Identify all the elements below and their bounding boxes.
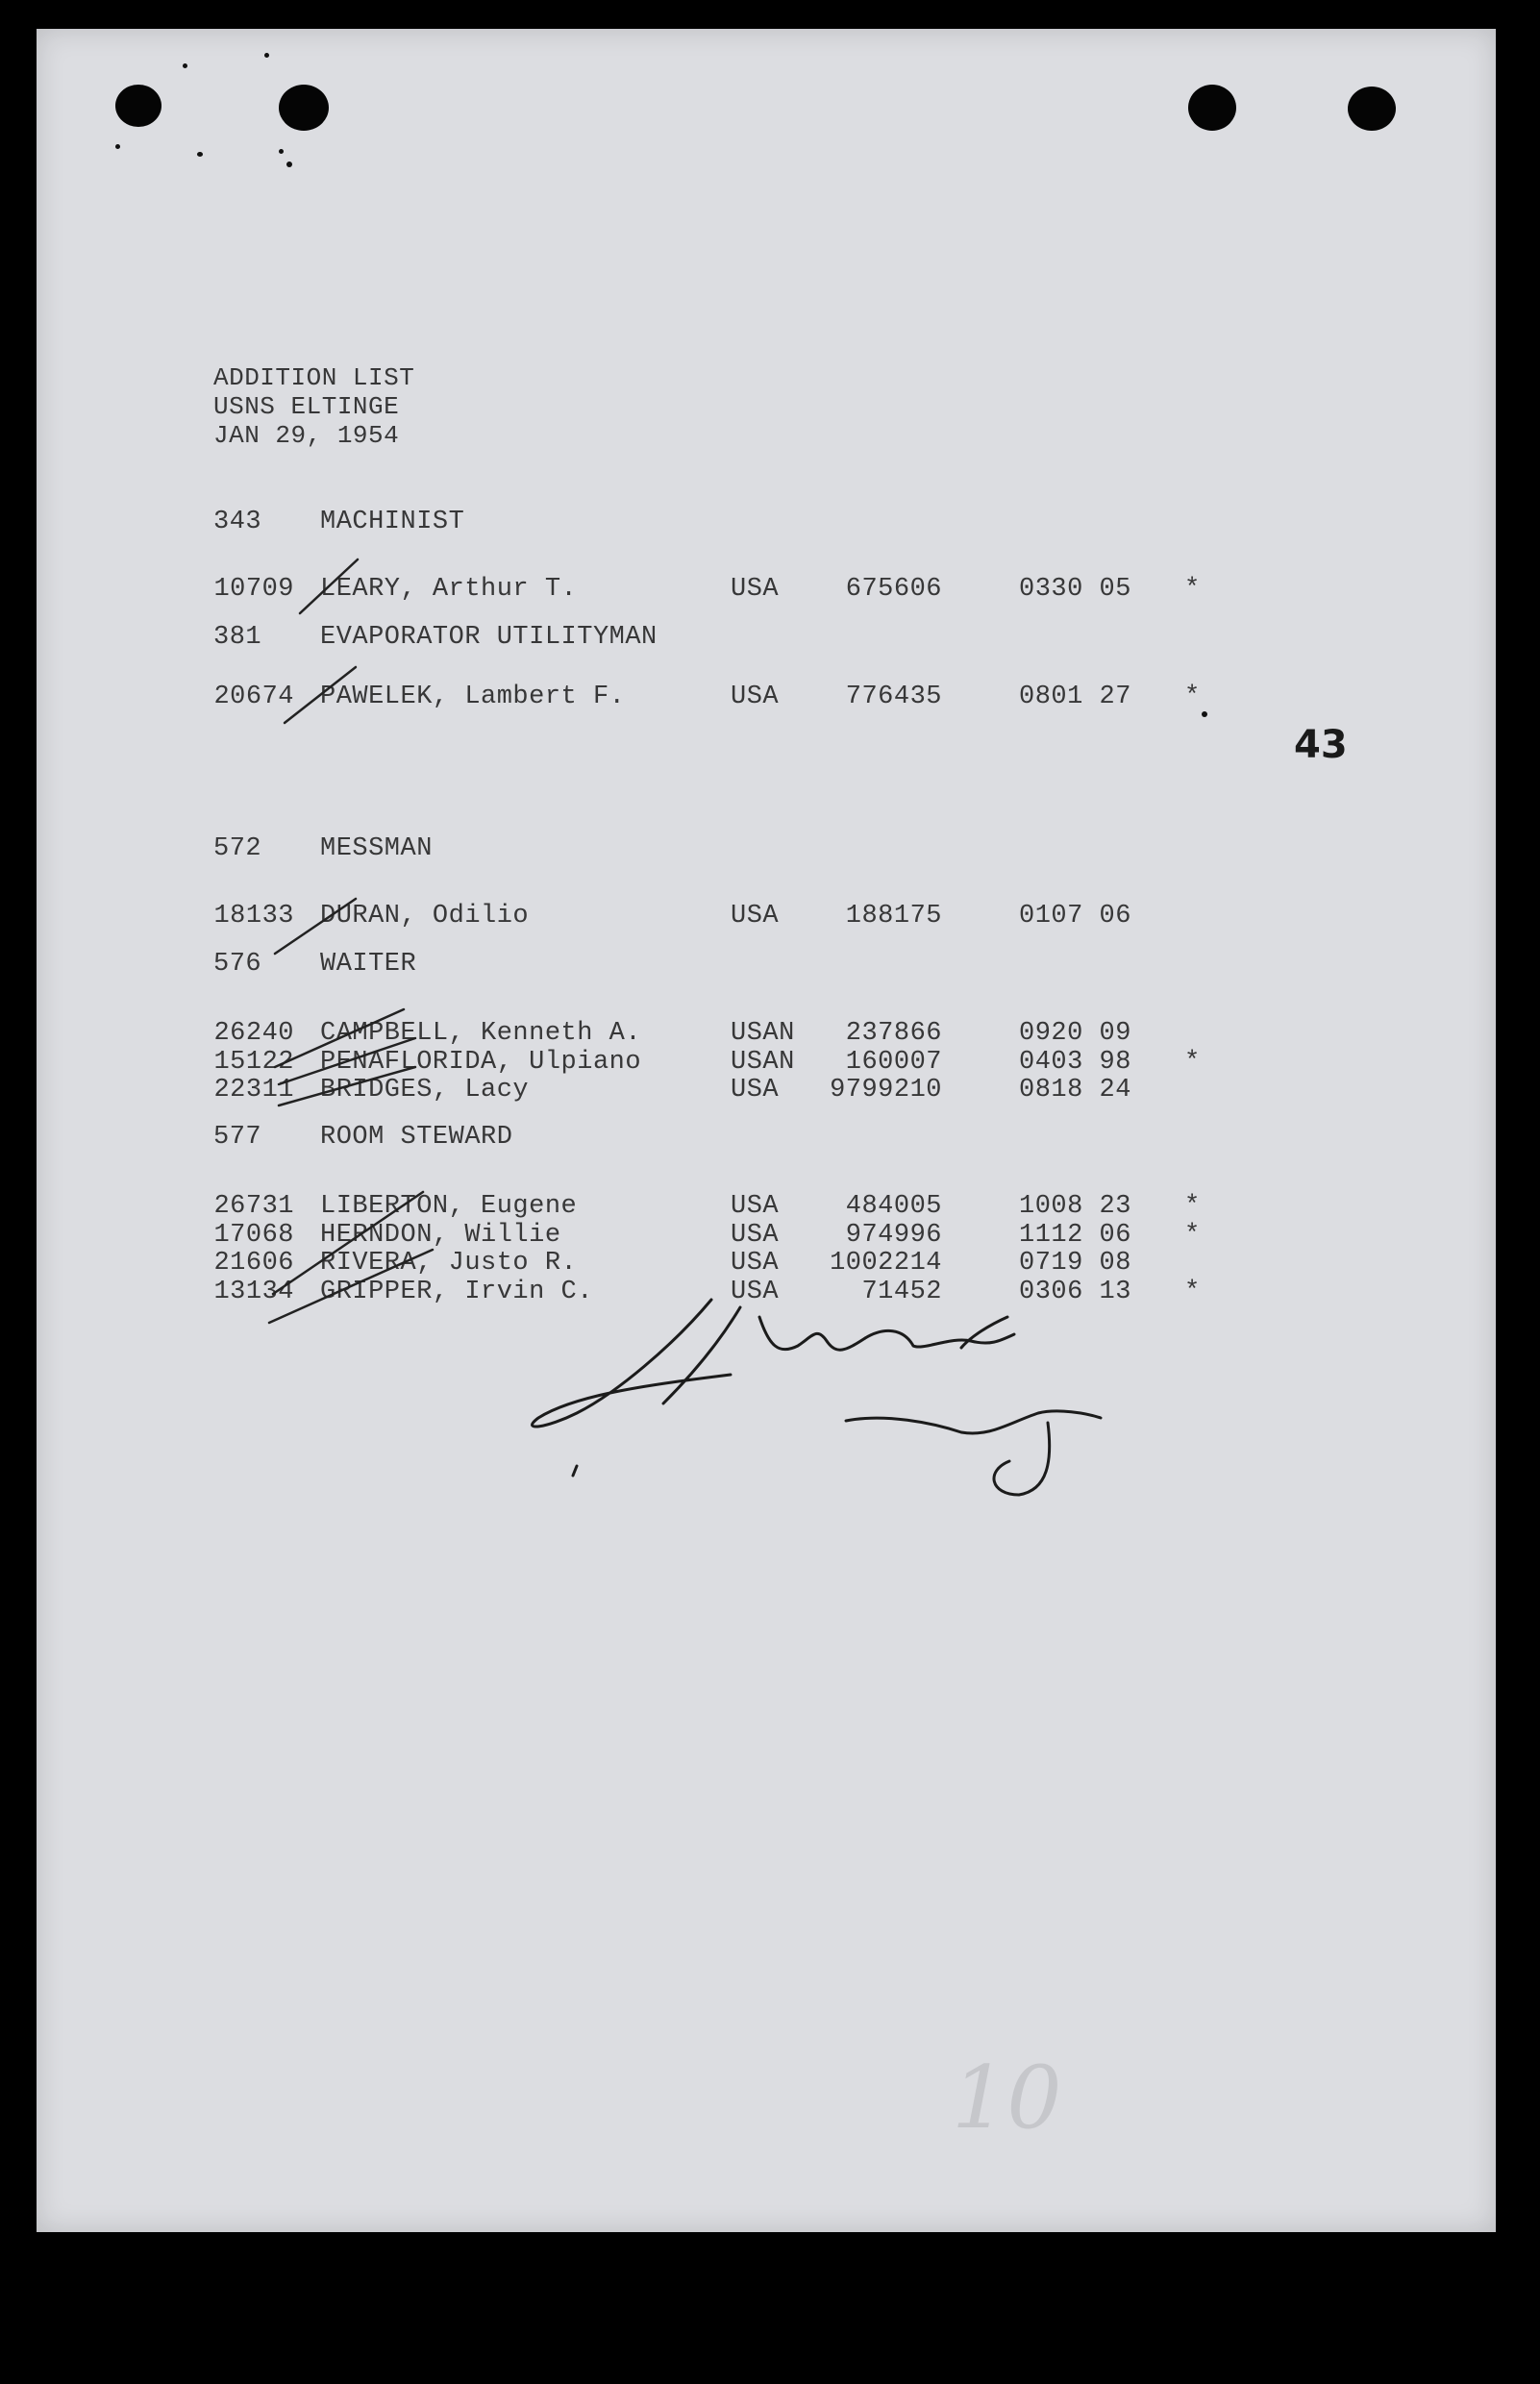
crew-status: USA <box>731 683 780 711</box>
crew-date-code: 1008 23 <box>1019 1192 1131 1221</box>
asterisk-mark: * <box>1184 575 1201 604</box>
crew-number: 1002214 <box>830 1249 942 1278</box>
rating-title: MACHINIST <box>320 508 465 536</box>
crew-status: USA <box>731 1192 780 1221</box>
crew-number: 484005 <box>845 1192 942 1221</box>
crew-status: USA <box>731 1277 780 1306</box>
crew-date-code: 0920 09 <box>1019 1019 1131 1048</box>
crew-status: USA <box>731 1076 780 1105</box>
crew-number: 188175 <box>845 902 942 931</box>
crew-name: DURAN, Odilio <box>320 902 530 931</box>
rating-code: 343 <box>213 508 262 536</box>
crew-date-code: 0306 13 <box>1019 1277 1131 1306</box>
crew-number: 9799210 <box>830 1076 942 1105</box>
crew-id: 18133 <box>213 902 294 931</box>
crew-id: 22311 <box>213 1076 294 1105</box>
crew-id: 20674 <box>213 683 294 711</box>
crew-date-code: 0330 05 <box>1019 575 1131 604</box>
crew-name: LIBERTON, Eugene <box>320 1192 578 1221</box>
crew-number: 675606 <box>845 575 942 604</box>
crew-name: BRIDGES, Lacy <box>320 1076 530 1105</box>
crew-number: 71452 <box>861 1277 942 1306</box>
page-number: 43 <box>1294 723 1348 767</box>
crew-name: CAMPBELL, Kenneth A. <box>320 1019 642 1048</box>
asterisk-mark: * <box>1184 1192 1201 1221</box>
rating-title: WAITER <box>320 950 417 979</box>
crew-name: GRIPPER, Irvin C. <box>320 1277 593 1306</box>
rating-code: 572 <box>213 834 262 863</box>
asterisk-mark: * <box>1184 1220 1201 1250</box>
crew-number: 776435 <box>845 683 942 711</box>
crew-number: 160007 <box>845 1047 942 1077</box>
crew-status: USAN <box>731 1019 795 1048</box>
rating-title: MESSMAN <box>320 834 433 863</box>
crew-name: LEARY, Arthur T. <box>320 575 578 604</box>
crew-id: 15122 <box>213 1047 294 1077</box>
crew-status: USA <box>731 1249 780 1278</box>
crew-name: HERNDON, Willie <box>320 1220 561 1250</box>
crew-id: 21606 <box>213 1249 294 1278</box>
crew-date-code: 0403 98 <box>1019 1047 1131 1077</box>
crew-status: USA <box>731 1220 780 1250</box>
crew-number: 237866 <box>845 1019 942 1048</box>
crew-date-code: 1112 06 <box>1019 1220 1131 1250</box>
crew-date-code: 0801 27 <box>1019 683 1131 711</box>
rating-code: 577 <box>213 1123 262 1152</box>
rating-code: 381 <box>213 623 262 652</box>
crew-date-code: 0818 24 <box>1019 1076 1131 1105</box>
crew-name: PENAFLORIDA, Ulpiano <box>320 1047 642 1077</box>
rating-title: EVAPORATOR UTILITYMAN <box>320 623 658 652</box>
crew-name: PAWELEK, Lambert F. <box>320 683 626 711</box>
asterisk-mark: * <box>1184 683 1201 711</box>
rating-code: 576 <box>213 950 262 979</box>
crew-name: RIVERA, Justo R. <box>320 1249 578 1278</box>
crew-status: USA <box>731 902 780 931</box>
crew-id: 17068 <box>213 1220 294 1250</box>
crew-id: 10709 <box>213 575 294 604</box>
faint-pencil-mark: 10 <box>952 2048 1062 2148</box>
crew-number: 974996 <box>845 1220 942 1250</box>
crew-status: USA <box>731 575 780 604</box>
strike-marks <box>269 559 433 1323</box>
document-date: JAN 29, 1954 <box>213 421 400 450</box>
crew-date-code: 0719 08 <box>1019 1249 1131 1278</box>
crew-id: 26240 <box>213 1019 294 1048</box>
crew-status: USAN <box>731 1047 795 1077</box>
asterisk-mark: * <box>1184 1277 1201 1306</box>
crew-id: 26731 <box>213 1192 294 1221</box>
ship-name: USNS ELTINGE <box>213 392 400 421</box>
crew-id: 13134 <box>213 1277 294 1306</box>
signature <box>533 1300 1101 1495</box>
asterisk-mark: * <box>1184 1047 1201 1077</box>
crew-date-code: 0107 06 <box>1019 902 1131 931</box>
rating-title: ROOM STEWARD <box>320 1123 513 1152</box>
document-title: ADDITION LIST <box>213 363 415 392</box>
